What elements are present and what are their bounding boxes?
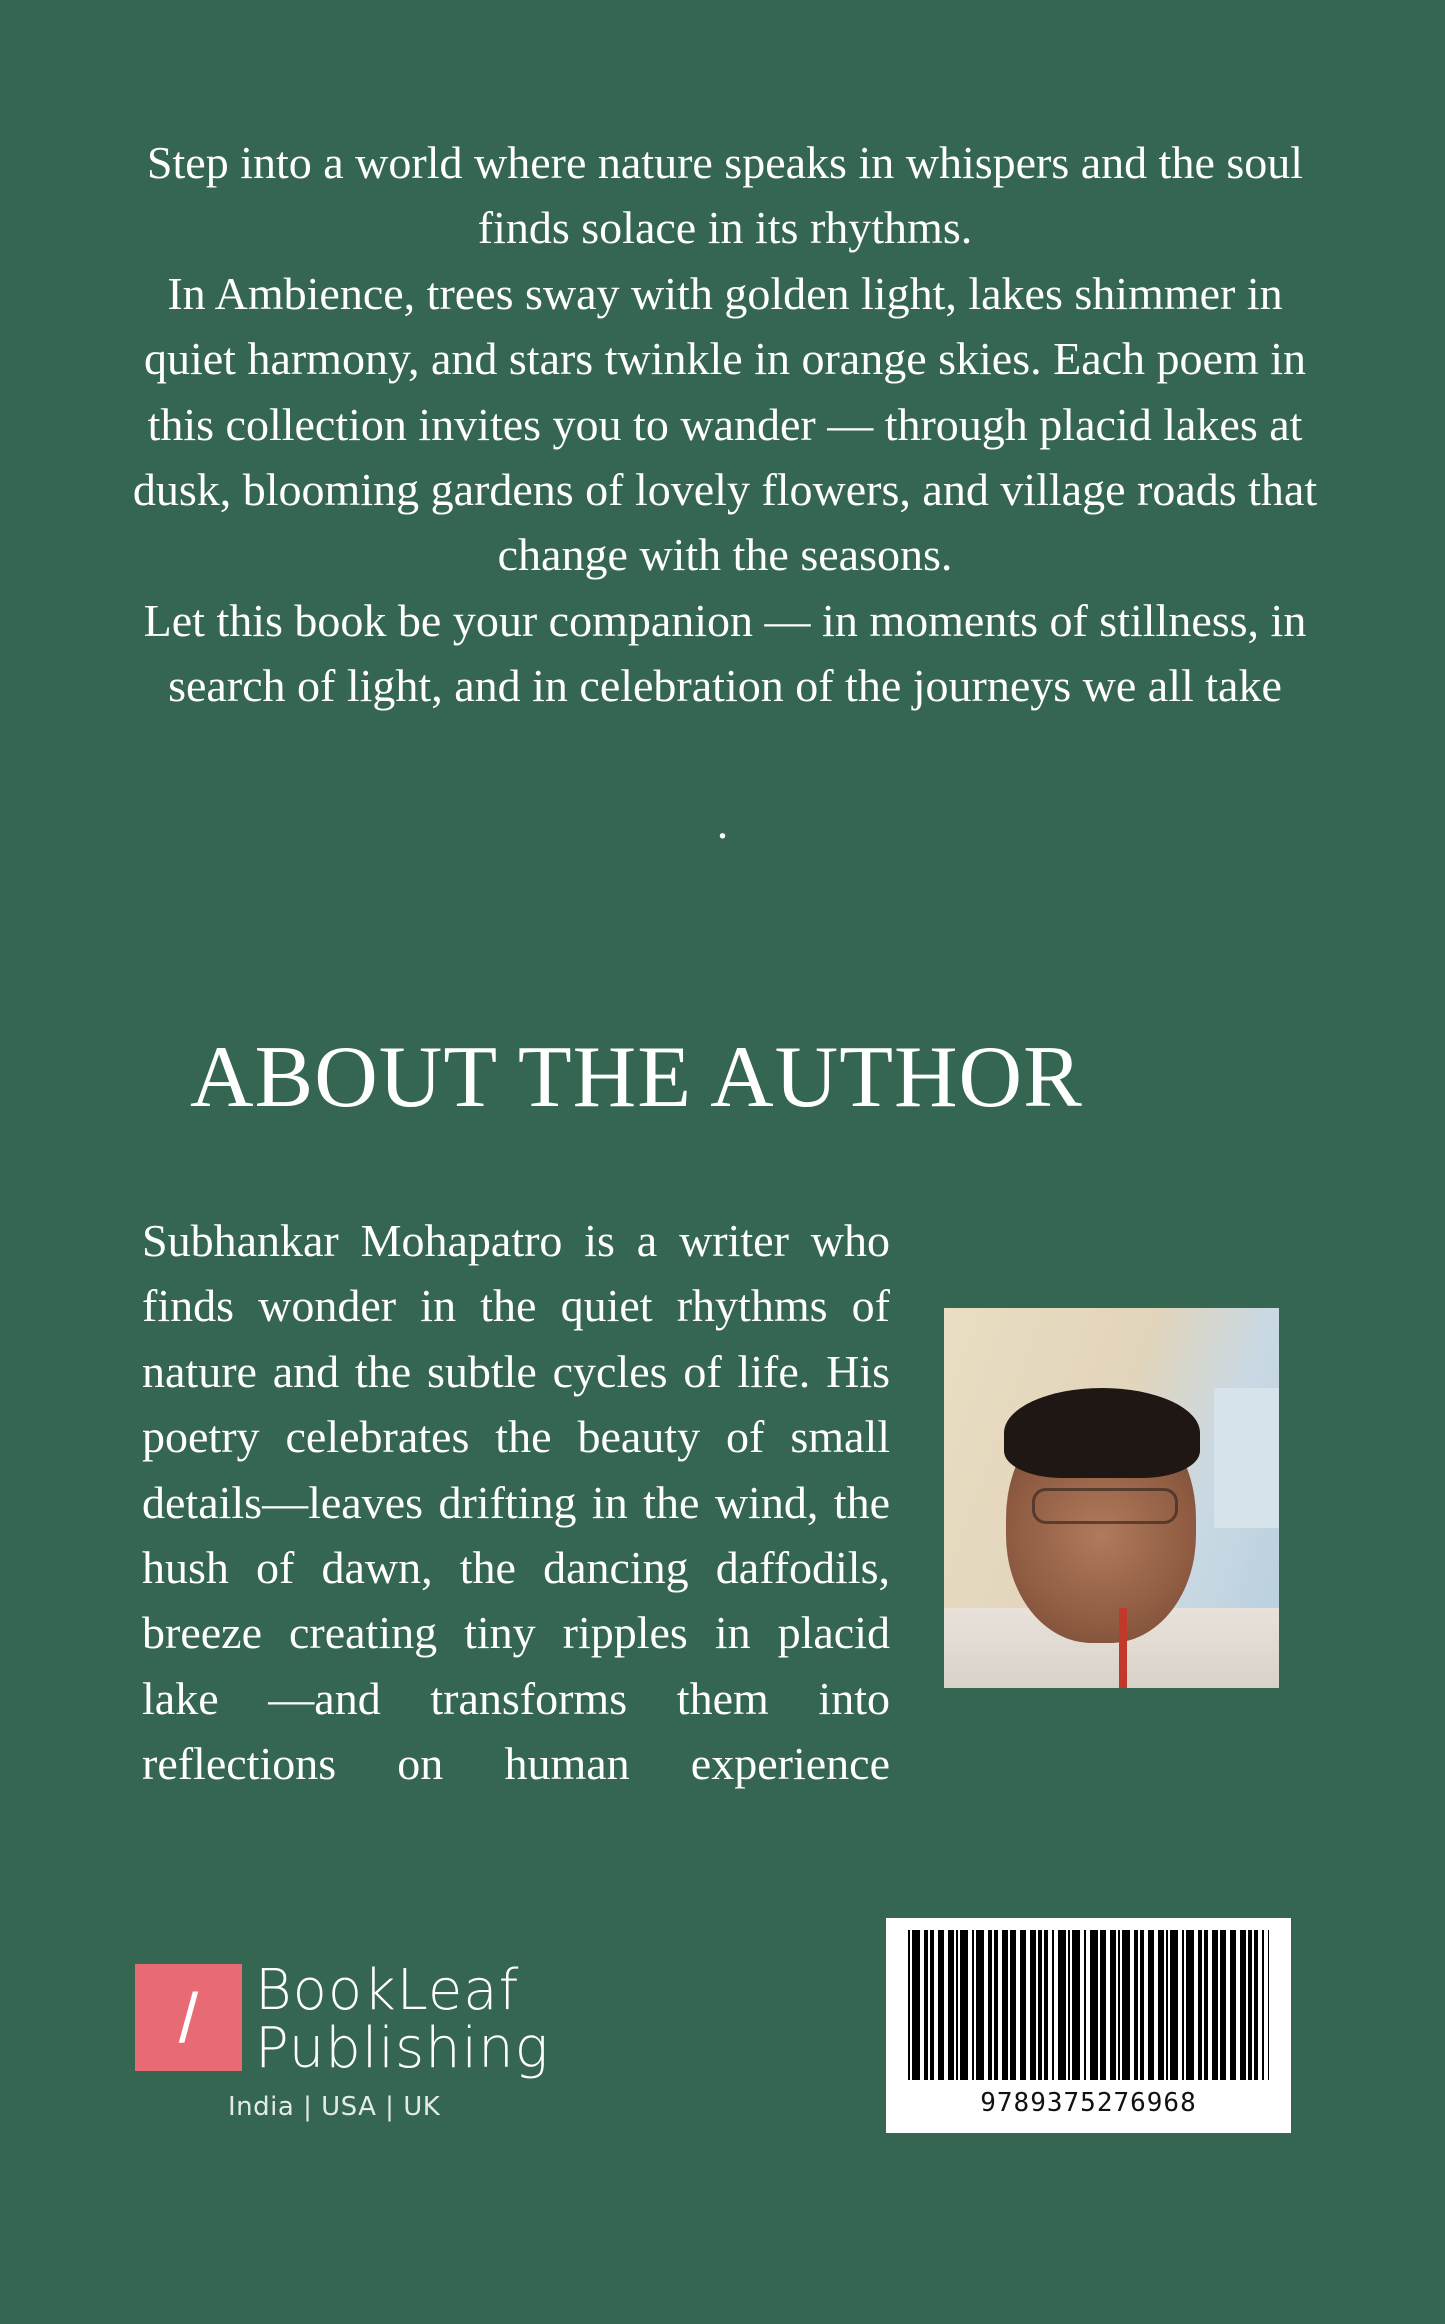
barcode-bar [988, 1930, 992, 2080]
barcode-bar [1204, 1930, 1208, 2080]
photo-background-sign [1214, 1388, 1279, 1528]
blurb-paragraph-1: Step into a world where nature speaks in whispers and the soul finds solace in its rhythms. [146, 137, 1304, 254]
barcode-bar [960, 1930, 968, 2080]
photo-glasses [1032, 1488, 1178, 1524]
publisher-name-line1: BookLeaf [255, 1958, 520, 2023]
blurb-paragraph-2: In Ambience, trees sway with golden light, lakes shimmer in quiet harmony, and stars twinkle in orange skies. Each poem in this collection invites you to wander — through placid lakes at dusk, blooming gardens of lovely flowers, and village roads that change with the seasons. [132, 267, 1318, 581]
barcode-bar [1010, 1930, 1016, 2080]
barcode-bar [1198, 1930, 1202, 2080]
barcode-bar [1268, 1930, 1269, 2080]
barcode-bar [1072, 1930, 1080, 2080]
barcode-bar [1134, 1930, 1138, 2080]
barcode-bar [908, 1930, 910, 2080]
barcode-bar [930, 1930, 934, 2080]
barcode-bar [1212, 1930, 1218, 2080]
barcode-bar [1068, 1930, 1070, 2080]
barcode-bar [1100, 1930, 1106, 2080]
blurb-paragraph-3: Let this book be your companion — in moments of stillness, in search of light, and in celebration of the journeys we all take [143, 594, 1307, 712]
barcode-bar [924, 1930, 928, 2080]
barcode-bar [1240, 1930, 1246, 2080]
barcode-bar [994, 1930, 998, 2080]
photo-lanyard [1119, 1608, 1127, 1688]
barcode-bar [1220, 1930, 1226, 2080]
barcode-bar [1186, 1930, 1194, 2080]
barcode-bar [1058, 1930, 1066, 2080]
barcode-bar [1030, 1930, 1036, 2080]
barcode-bar [1044, 1930, 1048, 2080]
barcode-bar [938, 1930, 944, 2080]
barcode-bar [1140, 1930, 1144, 2080]
barcode-bar [1254, 1930, 1258, 2080]
isbn-barcode [886, 1918, 1291, 2133]
barcode-bar [1020, 1930, 1026, 2080]
barcode-bar [1230, 1930, 1236, 2080]
barcode-bar [1002, 1930, 1008, 2080]
barcode-bar [1182, 1930, 1184, 2080]
barcode-bar [1038, 1930, 1042, 2080]
book-blurb [130, 130, 1320, 719]
barcode-bar [1090, 1930, 1098, 2080]
blurb-trailing-dot: . [716, 797, 729, 848]
barcode-bar [1084, 1930, 1086, 2080]
about-author-heading: ABOUT THE AUTHOR [190, 1029, 1083, 1126]
barcode-bar [972, 1930, 974, 2080]
barcode-bar [1170, 1930, 1178, 2080]
barcode-bar [1248, 1930, 1252, 2080]
barcode-bar [1158, 1930, 1164, 2080]
publisher-logo-glyph: / [178, 1978, 199, 2057]
barcode-bar [1148, 1930, 1154, 2080]
barcode-bar [912, 1930, 920, 2080]
publisher-logo-icon [135, 1964, 242, 2071]
barcode-bar [956, 1930, 958, 2080]
barcode-bar [976, 1930, 984, 2080]
barcode-bar [1262, 1930, 1264, 2080]
isbn-number: 9789375276968 [980, 2088, 1197, 2118]
barcode-bar [1118, 1930, 1120, 2080]
barcode-bar [948, 1930, 954, 2080]
publisher-regions: India | USA | UK [228, 2092, 441, 2122]
publisher-name-line2: Publishing [255, 2016, 550, 2081]
barcode-bar [1122, 1930, 1130, 2080]
author-photo [944, 1308, 1279, 1688]
author-bio: Subhankar Mohapatro is a writer who finds wonder in the quiet rhythms of nature and the subtle cycles of life. His poetry celebrates the beauty of small details—leaves drifting in the wind, the hush of dawn, the dancing daffodils, breeze creating tiny ripples in placid lake —and transforms them into reflections on human experience [142, 1215, 890, 1790]
photo-hair [1004, 1388, 1200, 1478]
barcode-bar [1110, 1930, 1116, 2080]
barcode-bar [1166, 1930, 1168, 2080]
barcode-bar [1052, 1930, 1054, 2080]
publisher-logo [135, 1958, 555, 2134]
